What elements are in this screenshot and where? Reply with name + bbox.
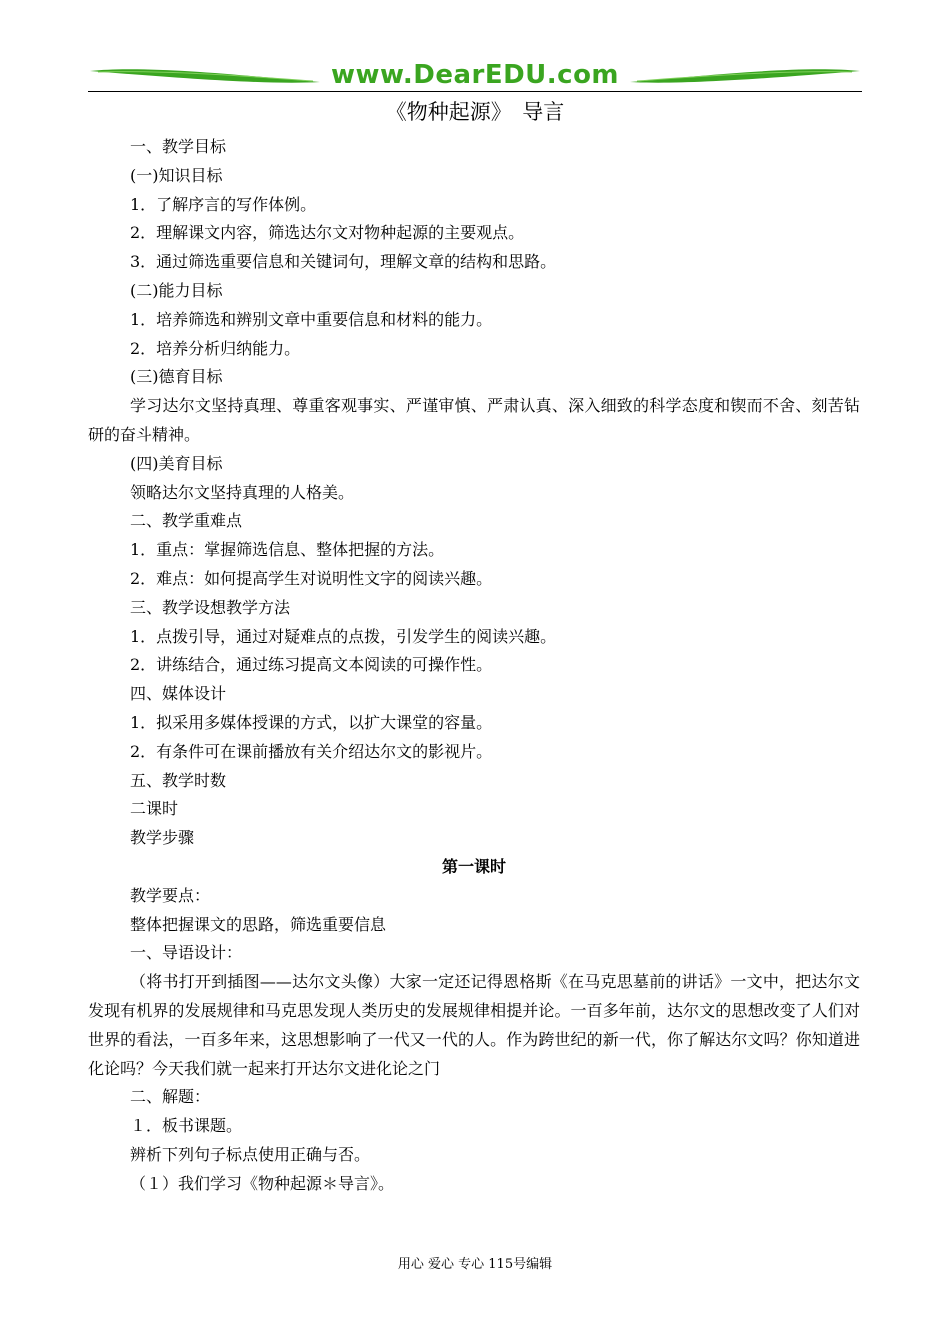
section-heading: 第一课时	[441, 856, 506, 876]
paragraph: 二、教学重难点	[130, 511, 243, 531]
paragraph: 辨析下列句子标点使用正确与否。	[130, 1144, 371, 1164]
paragraph: 1．拟采用多媒体授课的方式，以扩大课堂的容量。	[130, 712, 493, 732]
paragraph: 2．讲练结合，通过练习提高文本阅读的可操作性。	[130, 655, 493, 675]
page-footer: 用心 爱心 专心 115号编辑	[397, 1257, 553, 1272]
paragraph: (三)德育目标	[130, 367, 223, 387]
paragraph: 教学步骤	[130, 828, 195, 848]
paragraph: 2．理解课文内容，筛选达尔文对物种起源的主要观点。	[130, 223, 525, 243]
paragraph: 学习达尔文坚持真理、尊重客观事实、严谨审慎、严肃认真、深入细致的科学态度和锲而不舍、刻苦钻研的奋斗精神。	[88, 396, 860, 444]
paragraph: １．板书课题。	[130, 1116, 243, 1136]
paragraph: 整体把握课文的思路，筛选重要信息	[130, 914, 387, 934]
paragraph: 1．培养筛选和辨别文章中重要信息和材料的能力。	[130, 309, 493, 329]
document-title: 《物种起源》 导言	[385, 100, 565, 124]
document-body	[88, 133, 860, 1198]
paragraph: （将书打开到插图——达尔文头像）大家一定还记得恩格斯《在马克思墓前的讲话》一文中，把达尔文发现有机界的发展规律和马克思发现人类历史的发展规律相提并论。一百多年前，达尔文的思想改变了人们对世界的看法，一百多年来，这思想影响了一代又一代的人。作为跨世纪的新一代，你了解达尔文吗？你知道进化论吗？今天我们就一起来打开达尔文进化论之门	[88, 972, 860, 1078]
header-rule	[88, 91, 862, 92]
paragraph: 2．难点：如何提高学生对说明性文字的阅读兴趣。	[130, 568, 493, 588]
paragraph: 2．培养分析归纳能力。	[130, 338, 301, 358]
paragraph: (二)能力目标	[130, 280, 223, 300]
paragraph: 二课时	[130, 799, 179, 819]
paragraph: 3．通过筛选重要信息和关键词句，理解文章的结构和思路。	[130, 252, 557, 272]
paragraph: 三、教学设想教学方法	[130, 597, 291, 617]
paragraph: (一)知识目标	[130, 165, 223, 185]
paragraph: 五、教学时数	[130, 770, 227, 790]
paragraph: 二、解题：	[130, 1087, 211, 1107]
paragraph: 四、媒体设计	[130, 684, 227, 704]
header-banner	[88, 58, 862, 98]
paragraph: (四)美育目标	[130, 453, 223, 473]
paragraph: （１）我们学习《物种起源＊导言》。	[130, 1173, 395, 1193]
paragraph: 教学要点：	[130, 885, 211, 905]
paragraph: 领略达尔文坚持真理的人格美。	[130, 482, 355, 502]
paragraph: 1．重点：掌握筛选信息、整体把握的方法。	[130, 540, 445, 560]
paragraph: 1．点拨引导，通过对疑难点的点拨，引发学生的阅读兴趣。	[130, 626, 557, 646]
paragraph: 2．有条件可在课前播放有关介绍达尔文的影视片。	[130, 741, 493, 761]
paragraph: 一、教学目标	[130, 137, 227, 156]
paragraph: 1．了解序言的写作体例。	[130, 194, 317, 214]
site-logo: www.DearEDU.com	[330, 60, 620, 90]
paragraph: 一、导语设计：	[130, 943, 243, 963]
